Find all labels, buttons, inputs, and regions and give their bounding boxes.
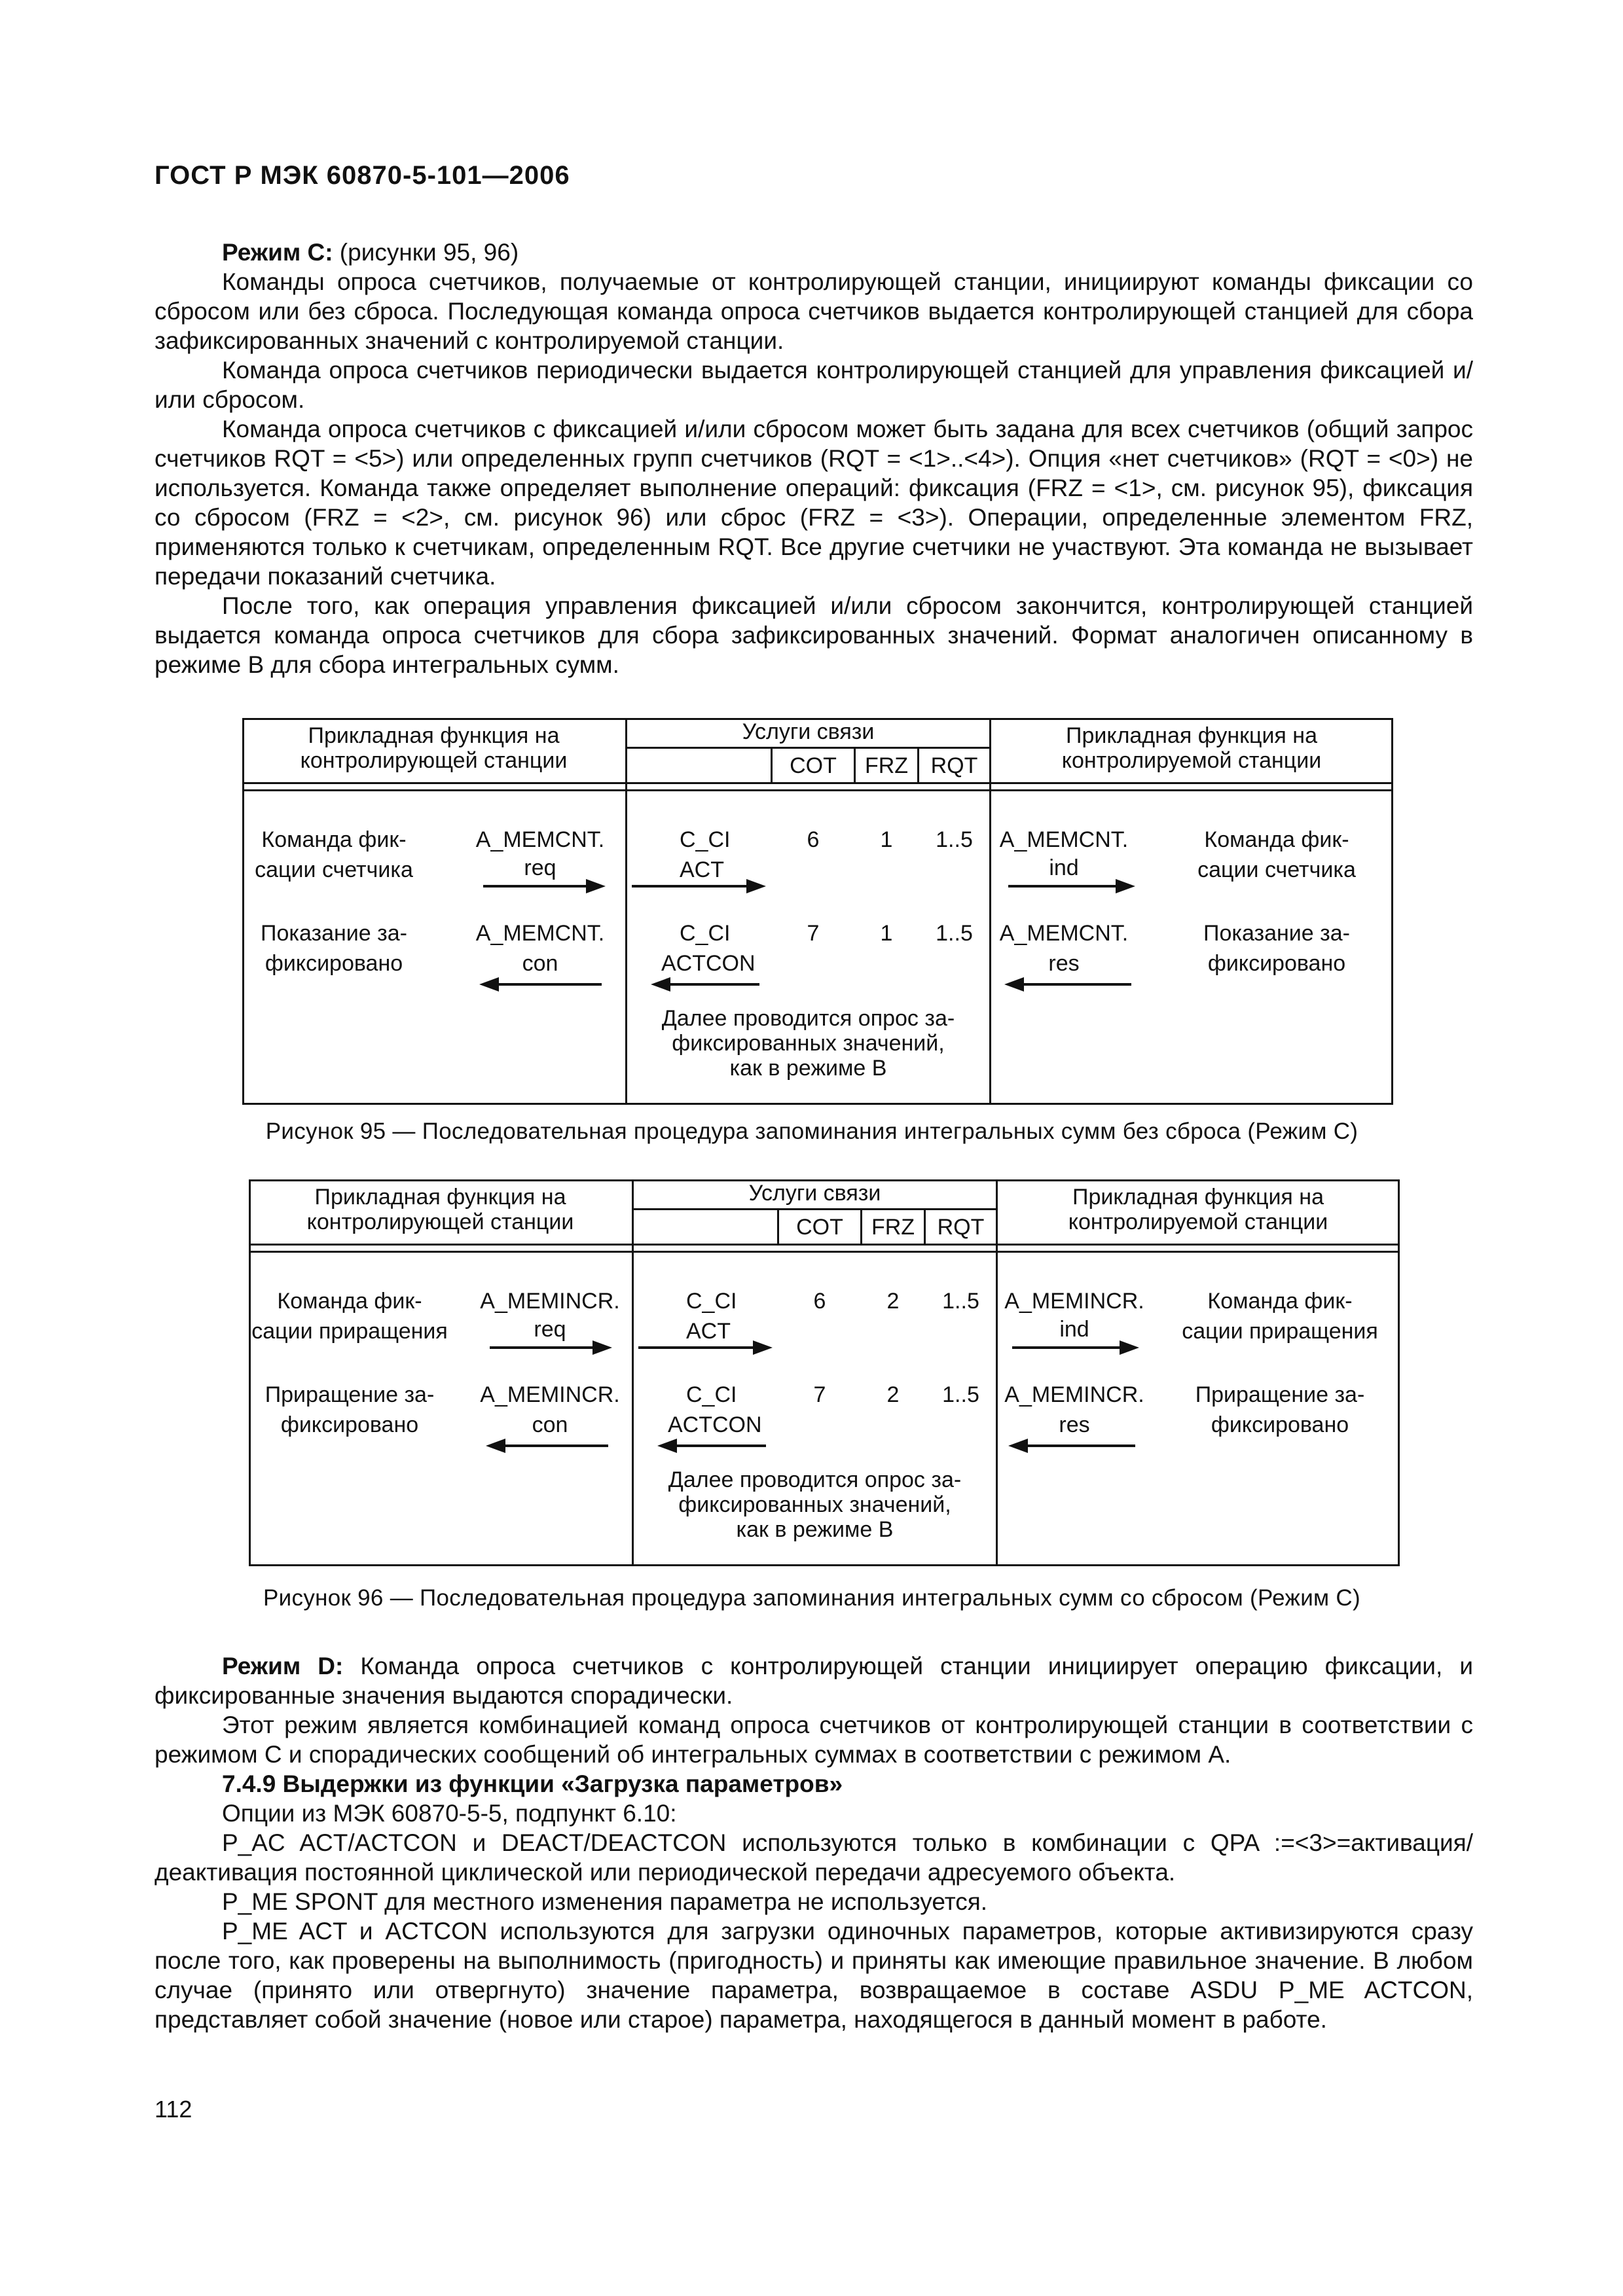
section-heading xyxy=(155,1769,1473,1799)
paragraph: Этот режим является комбинацией команд опроса счетчиков от контролирующей станции в соответствии с режимом С и спорадических сообщений об интегральных суммах в соответствии с режимом А. xyxy=(155,1712,1473,1768)
document-header: ГОСТ Р МЭК 60870-5-101—2006 xyxy=(155,161,570,190)
arrow-left xyxy=(490,1444,608,1447)
row1-type-id: C_CI xyxy=(680,827,731,852)
row2-frz: 2 xyxy=(886,1382,900,1407)
row2-left-line2: фиксировано xyxy=(264,951,403,976)
paragraph: P_ME SPONT для местного изменения параметра не используется. xyxy=(222,1888,988,1915)
row2-service-remote: A_MEMCNT. xyxy=(999,921,1129,946)
mode-d-text: Команда опроса счетчиков с контролирующей станции инициирует операцию фиксации, и фиксированные значения выдаются спорадически. xyxy=(155,1653,1473,1709)
row1-cause: ACT xyxy=(680,857,724,882)
figure-96 xyxy=(249,1179,1398,1565)
mode-c-title: Режим С: xyxy=(222,239,333,266)
header-rqt: RQT xyxy=(937,1215,985,1240)
heading-text: 7.4.9 Выдержки из функции «Загрузка параметров» xyxy=(222,1770,843,1797)
header-rule xyxy=(242,782,1392,784)
header-right-line1: Прикладная функция на xyxy=(1066,723,1317,748)
row1-right-line2: сации приращения xyxy=(1182,1319,1378,1344)
header-rule xyxy=(249,1244,1398,1246)
figure-96-caption: Рисунок 96 — Последовательная процедура запоминания интегральных сумм со сбросом (Режим С) xyxy=(263,1585,1360,1611)
header-divider xyxy=(632,1208,998,1210)
row2-rqt: 1..5 xyxy=(936,921,973,946)
paragraph: P_ME ACT и ACTCON используются для загрузки одиночных параметров, которые активизируются сразу после того, как проверены на выполнимость (пригодность) и приняты как имеющие правильное значение. В любом случае (принято или отвергнуто) значение параметра, возвращаемое в составе ASDU P_ME ACTCON, представляет собой значение (новое или старое) параметра, находящегося в данный момент в работе. xyxy=(155,1918,1473,2033)
row2-rqt: 1..5 xyxy=(942,1382,979,1407)
note-line2: фиксированных значений, xyxy=(678,1492,951,1517)
row2-cause: ACTCON xyxy=(668,1412,762,1437)
arrow-left xyxy=(1012,1444,1135,1447)
row1-right-line1: Команда фик- xyxy=(1207,1289,1353,1314)
row1-right-line2: сации счетчика xyxy=(1197,857,1356,882)
row1-right-line1: Команда фик- xyxy=(1204,827,1349,852)
header-frz: FRZ xyxy=(871,1215,915,1240)
header-divider xyxy=(625,747,991,749)
row1-service-remote: A_MEMINCR. xyxy=(1004,1289,1144,1314)
arrow-right xyxy=(483,885,602,888)
row2-frz: 1 xyxy=(880,921,893,946)
row2-type-id: C_CI xyxy=(680,921,731,946)
row1-frz: 2 xyxy=(886,1289,900,1314)
row1-cot: 6 xyxy=(807,827,820,852)
row1-left-line1: Команда фик- xyxy=(261,827,407,852)
row2-right-line2: фиксировано xyxy=(1211,1412,1349,1437)
row2-primitive: con xyxy=(532,1412,568,1437)
row2-service: A_MEMCNT. xyxy=(475,921,605,946)
note-line3: как в режиме В xyxy=(736,1517,894,1542)
row2-primitive-remote: res xyxy=(1059,1412,1090,1437)
row2-right-line2: фиксировано xyxy=(1207,951,1346,976)
arrow-left xyxy=(655,983,759,986)
header-rule xyxy=(242,789,1392,791)
row1-service: A_MEMCNT. xyxy=(475,827,605,852)
arrow-right xyxy=(490,1346,608,1349)
row1-left-line2: сации счетчика xyxy=(255,857,413,882)
row1-primitive-remote: ind xyxy=(1059,1317,1089,1342)
row1-cause: ACT xyxy=(686,1319,731,1344)
mode-d-title: Режим D: xyxy=(222,1653,344,1679)
row2-primitive-remote: res xyxy=(1048,951,1080,976)
header-left-line1: Прикладная функция на xyxy=(308,723,560,748)
paragraph: Команда опроса счетчиков с фиксацией и/или сбросом может быть задана для всех счетчиков (общий запрос счетчиков RQT = <5>) или определенных групп счетчиков (RQT = <1>..<4>). Опция «нет счетчиков» (RQT = <0>) не используется. Команда также определяет выполнение операций: фиксация (FRZ = <1>, см. рисунок 95), фиксация со сбросом (FRZ = <2>, см. рисунок 96) или сброс (FRZ = <3>). Операции, определенные элементом FRZ, применяются только к счетчикам, определенным RQT. Все другие счетчики не участвуют. Эта команда не вызывает передачи показаний счетчика. xyxy=(155,416,1473,590)
row1-primitive-remote: ind xyxy=(1049,855,1079,880)
header-services: Услуги связи xyxy=(742,719,875,744)
row2-cause: ACTCON xyxy=(661,951,756,976)
note-line1: Далее проводится опрос за- xyxy=(661,1006,955,1031)
arrow-left xyxy=(1008,983,1131,986)
arrow-left xyxy=(483,983,602,986)
row1-type-id: C_CI xyxy=(686,1289,737,1314)
row2-service: A_MEMINCR. xyxy=(480,1382,620,1407)
column-divider xyxy=(996,1179,998,1565)
header-rule xyxy=(249,1251,1398,1253)
mode-c-ref: (рисунки 95, 96) xyxy=(333,239,519,266)
arrow-right xyxy=(1008,885,1131,888)
row1-rqt: 1..5 xyxy=(936,827,973,852)
row2-left-line1: Показание за- xyxy=(261,921,407,946)
paragraph: Опции из МЭК 60870-5-5, подпункт 6.10: xyxy=(222,1800,677,1827)
mode-d-section xyxy=(155,1651,1473,2034)
row1-left-line1: Команда фик- xyxy=(277,1289,422,1314)
header-right-line1: Прикладная функция на xyxy=(1072,1185,1324,1210)
row2-left-line2: фиксировано xyxy=(280,1412,419,1437)
note-line1: Далее проводится опрос за- xyxy=(668,1467,962,1492)
row1-cot: 6 xyxy=(813,1289,826,1314)
row1-primitive: req xyxy=(534,1317,566,1342)
page-number: 112 xyxy=(155,2096,192,2123)
paragraph: P_AC ACT/ACTCON и DEACT/DEACTCON используются только в комбинации с QPA :=<3>=активация/деактивация постоянной циклической или периодической передачи адресуемого объекта. xyxy=(155,1829,1473,1886)
header-cot: COT xyxy=(796,1215,843,1240)
figure-95-caption: Рисунок 95 — Последовательная процедура запоминания интегральных сумм без сброса (Режим С) xyxy=(265,1119,1359,1144)
header-left-line2: контролирующей станции xyxy=(306,1210,574,1234)
note-line3: как в режиме В xyxy=(729,1056,887,1081)
note-line2: фиксированных значений, xyxy=(672,1031,945,1056)
paragraph: Команда опроса счетчиков периодически выдается контролирующей станцией для управления фиксацией и/или сбросом. xyxy=(155,357,1473,413)
header-cot: COT xyxy=(790,753,837,778)
row2-cot: 7 xyxy=(807,921,820,946)
arrow-right xyxy=(1012,1346,1135,1349)
row2-right-line1: Показание за- xyxy=(1203,921,1350,946)
mode-c-section xyxy=(155,238,1473,679)
paragraph: Команды опроса счетчиков, получаемые от контролирующей станции, инициируют команды фиксации со сбросом или без сброса. Последующая команда опроса счетчиков выдается контролирующей станцией для сбора зафиксированных значений с контролируемой станции. xyxy=(155,268,1473,354)
arrow-left xyxy=(661,1444,766,1447)
row2-type-id: C_CI xyxy=(686,1382,737,1407)
row1-service-remote: A_MEMCNT. xyxy=(999,827,1129,852)
figure-95 xyxy=(242,718,1392,1103)
row1-service: A_MEMINCR. xyxy=(480,1289,620,1314)
row2-cot: 7 xyxy=(813,1382,826,1407)
header-left-line1: Прикладная функция на xyxy=(314,1185,566,1210)
row2-service-remote: A_MEMINCR. xyxy=(1004,1382,1144,1407)
header-left-line2: контролирующей станции xyxy=(300,748,568,773)
row1-primitive: req xyxy=(524,855,556,880)
arrow-right xyxy=(632,885,762,888)
header-right-line2: контролируемой станции xyxy=(1061,748,1322,773)
row2-right-line1: Приращение за- xyxy=(1195,1382,1365,1407)
header-rqt: RQT xyxy=(930,753,978,778)
mode-d-paragraph xyxy=(155,1651,1473,1710)
row2-left-line1: Приращение за- xyxy=(264,1382,435,1407)
paragraph: После того, как операция управления фиксацией и/или сбросом закончится, контролирующей станцией выдается команда опроса счетчиков для сбора зафиксированных значений. Формат аналогичен описанному в режиме В для сбора интегральных сумм. xyxy=(155,592,1473,678)
row1-frz: 1 xyxy=(880,827,893,852)
row1-rqt: 1..5 xyxy=(942,1289,979,1314)
column-divider xyxy=(989,718,991,1103)
header-services: Услуги связи xyxy=(748,1181,881,1206)
header-frz: FRZ xyxy=(864,753,909,778)
arrow-right xyxy=(638,1346,769,1349)
row2-primitive: con xyxy=(522,951,558,976)
header-right-line2: контролируемой станции xyxy=(1068,1210,1328,1234)
mode-c-paragraph xyxy=(155,238,1473,267)
row1-left-line2: сации приращения xyxy=(251,1319,448,1344)
